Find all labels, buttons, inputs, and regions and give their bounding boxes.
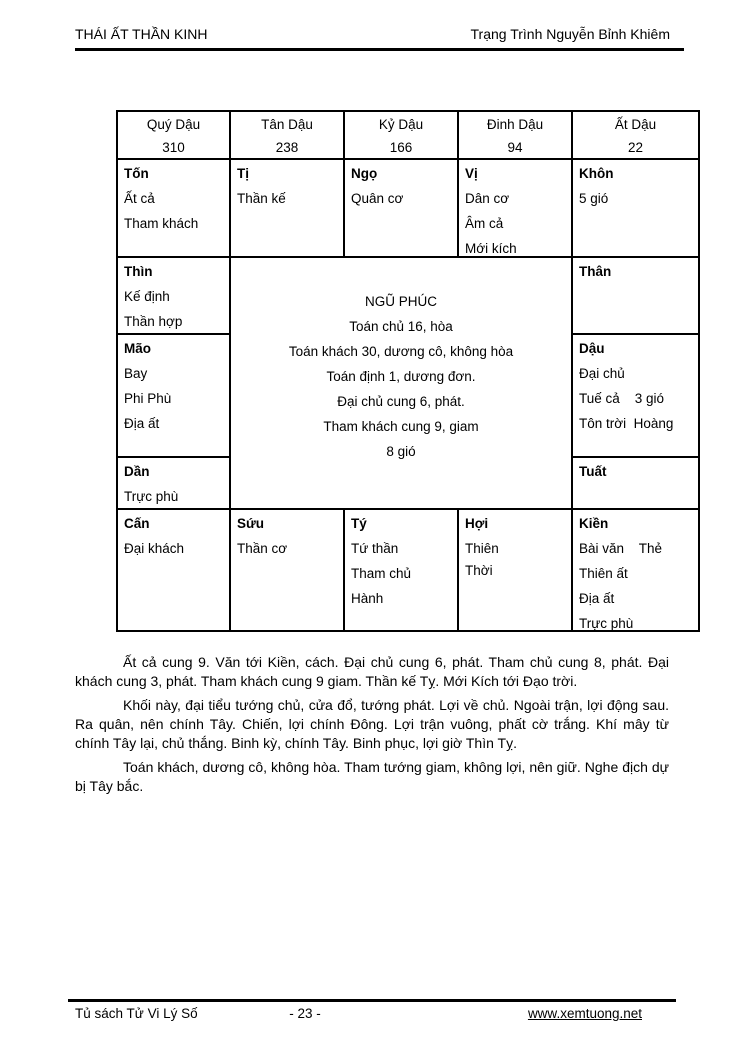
cell-title: Tốn: [124, 166, 149, 181]
year-value: 166: [389, 140, 413, 155]
center-line: Toán khách 30, dương cô, không hòa: [288, 344, 514, 359]
board-cell-ton: [118, 160, 231, 258]
cell-line: Tham khách: [124, 216, 199, 231]
cell-title: Tuất: [579, 464, 607, 479]
cell-line: Bay: [124, 366, 148, 381]
cell-title: Mão: [124, 341, 151, 356]
page-number: - 23 -: [289, 1006, 321, 1021]
year-name: Kỷ Dậu: [378, 117, 424, 132]
paragraph: Ất cả cung 9. Văn tới Kiền, cách. Đại chủ cung 6, phát. Tham chủ cung 8, phát. Đại khách cung 3, phát. Tham khách cung 9 giam. Thần kế Tỵ. Mới Kích tới Đạo trời.: [75, 654, 669, 689]
cell-title: Ngọ: [351, 166, 378, 181]
cell-line: Đại khách: [124, 541, 185, 556]
cell-title: Thìn: [124, 264, 153, 279]
body-text: [75, 653, 669, 801]
cell-line: Tham chủ: [351, 566, 412, 581]
year-cell-at-dau: [573, 112, 698, 160]
year-name: Đinh Dậu: [486, 117, 544, 132]
cell-title: Kiền: [579, 516, 609, 531]
year-name: Ất Dậu: [614, 117, 657, 132]
board-cell-dan: [118, 458, 231, 510]
cell-line: Kế định: [124, 289, 170, 304]
cell-line: Thiên: [465, 541, 499, 556]
center-line: Toán chủ 16, hòa: [349, 319, 453, 334]
cell-line: Tuế cả 3 gió: [579, 391, 665, 406]
year-cell-dinh-dau: [459, 112, 573, 160]
center-line: Đại chủ cung 6, phát.: [337, 394, 465, 409]
cell-line: Trực phù: [579, 616, 634, 630]
year-value: 238: [275, 140, 299, 155]
year-value: 310: [162, 140, 185, 155]
board-cell-khon: [573, 160, 698, 258]
center-line: 8 gió: [386, 444, 416, 459]
cell-line: Mới kích: [465, 241, 517, 256]
cell-line: Bài văn Thẻ: [579, 541, 663, 556]
cell-title: Dậu: [579, 341, 605, 356]
cell-title: Tý: [351, 516, 367, 531]
author-name: Trạng Trình Nguyễn Bỉnh Khiêm: [470, 26, 670, 42]
year-name: Quý Dậu: [146, 117, 201, 132]
center-line: Tham khách cung 9, giam: [323, 419, 479, 434]
cell-line: Thiên ất: [579, 566, 628, 581]
cell-title: Vị: [465, 166, 478, 181]
cell-line: Tôn trời Hoàng: [579, 416, 674, 431]
board-cell-ty: [345, 510, 459, 630]
footer-series-title: Tủ sách Tử Vi Lý Số: [75, 1006, 198, 1021]
year-name: Tân Dậu: [261, 117, 313, 132]
cell-line: Âm cả: [465, 216, 504, 231]
cell-title: Tị: [237, 166, 249, 181]
cell-line: Thời: [465, 563, 493, 578]
year-cell-quy-dau: [118, 112, 231, 160]
website-link[interactable]: www.xemtuong.net: [527, 1006, 642, 1021]
year-value: 22: [627, 140, 644, 155]
year-cell-tan-dau: [231, 112, 345, 160]
book-title: THÁI ẤT THẦN KINH: [75, 26, 208, 42]
cell-line: Trực phù: [124, 489, 179, 504]
cell-line: Phi Phù: [124, 391, 172, 406]
cell-line: Địa ất: [579, 591, 615, 606]
cell-line: Dân cơ: [465, 191, 510, 206]
board-cell-ngo: [345, 160, 459, 258]
cell-line: Ất cả: [124, 191, 155, 206]
cell-title: Thân: [579, 264, 612, 279]
thai-at-board: [116, 110, 700, 632]
board-cell-can: [118, 510, 231, 630]
cell-line: 5 gió: [579, 191, 609, 206]
page-header: [75, 26, 684, 51]
board-cell-vi: [459, 160, 573, 258]
board-cell-dau: [573, 335, 698, 458]
cell-line: Địa ất: [124, 416, 160, 431]
paragraph: Toán khách, dương cô, không hòa. Tham tướng giam, không lợi, nên giữ. Nghe địch dự bị Tây bắc.: [75, 759, 669, 794]
board-cell-ti: [231, 160, 345, 258]
board-cell-hoi: [459, 510, 573, 630]
cell-title: Sứu: [237, 516, 265, 531]
board-cell-suu: [231, 510, 345, 630]
center-title: NGŨ PHÚC: [364, 294, 437, 309]
paragraph: Khối này, đại tiểu tướng chủ, cửa đổ, tướng phát. Lợi về chủ. Ngoài trận, lợi động sau. Ra quân, nên chính Tây. Chiến, lợi chính Đông. Lợi trận vuông, phất cờ trắng. Khí mây từ chính Tây lại, chủ thắng. Binh kỳ, chính Tây. Binh phục, lợi giờ Thìn Tỵ.: [75, 697, 669, 751]
cell-title: Cấn: [124, 516, 150, 531]
year-value: 94: [507, 140, 523, 155]
cell-line: Quân cơ: [351, 191, 404, 206]
year-cell-ky-dau: [345, 112, 459, 160]
board-cell-thin: [118, 258, 231, 335]
board-center-ngu-phuc: [231, 258, 573, 510]
cell-line: Thần hợp: [124, 314, 183, 329]
cell-title: Dần: [124, 464, 150, 479]
center-line: Toán định 1, dương đơn.: [326, 369, 476, 384]
cell-line: Thần cơ: [237, 541, 288, 556]
cell-title: Hợi: [465, 516, 489, 531]
cell-title: Khôn: [579, 166, 614, 181]
board-cell-tuat: [573, 458, 698, 510]
board-cell-mao: [118, 335, 231, 458]
page-footer: [68, 999, 676, 1022]
cell-line: Hành: [351, 591, 384, 606]
board-cell-kien: [573, 510, 698, 630]
cell-line: Thần kế: [237, 191, 286, 206]
cell-line: Đại chủ: [579, 366, 625, 381]
board-cell-than: [573, 258, 698, 335]
cell-line: Tứ thần: [351, 541, 399, 556]
